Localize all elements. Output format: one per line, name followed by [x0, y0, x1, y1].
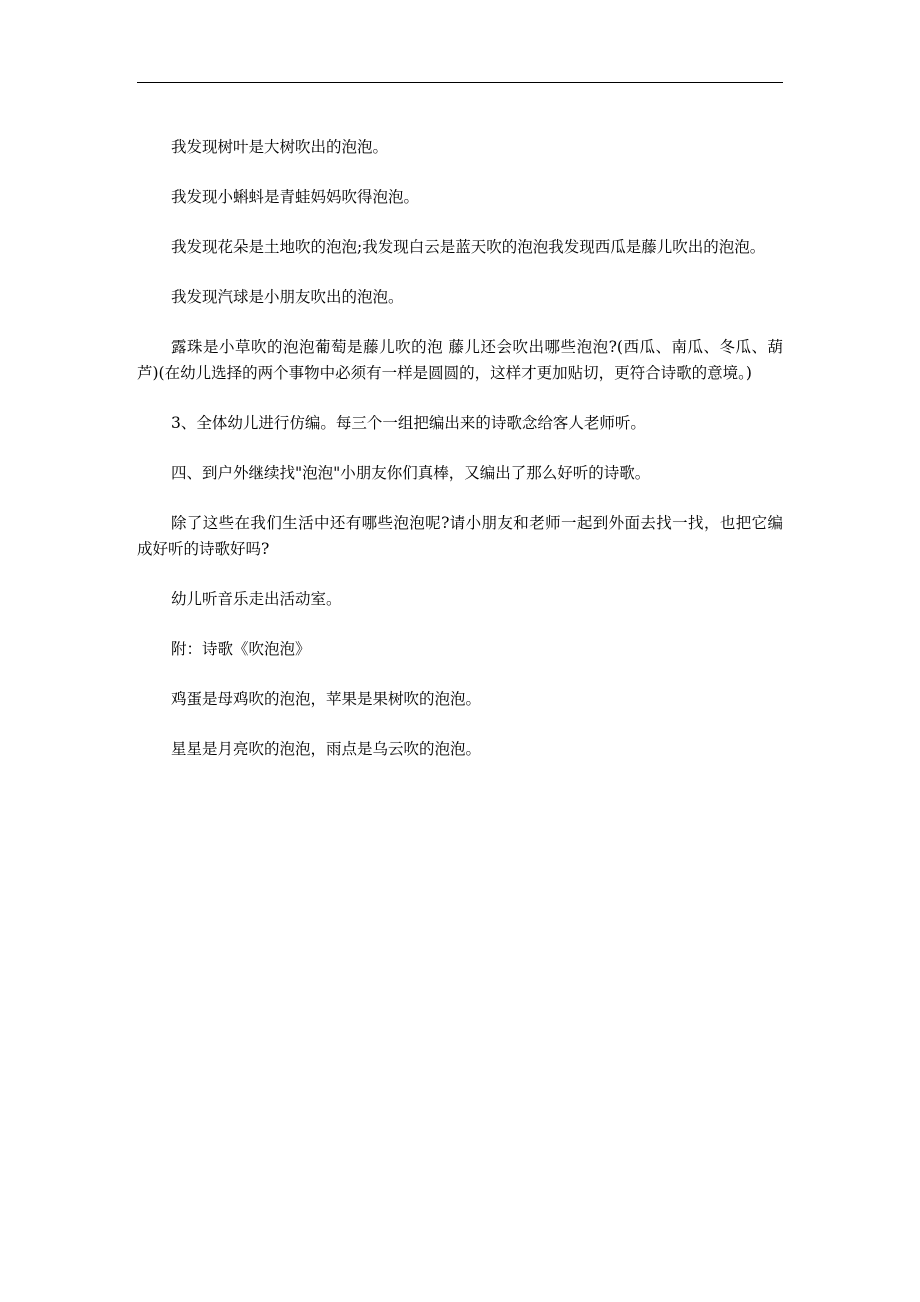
paragraph-poem-line-2: 星星是月亮吹的泡泡，雨点是乌云吹的泡泡。 [171, 740, 482, 758]
paragraph-poem-title: 附：诗歌《吹泡泡》 [171, 640, 311, 658]
paragraph-tadpole: 我发现小蝌蚪是青蛙妈妈吹得泡泡。 [171, 188, 420, 206]
paragraph-exit: 幼儿听音乐走出活动室。 [171, 590, 342, 608]
paragraph-poem-line-1: 鸡蛋是母鸡吹的泡泡，苹果是果树吹的泡泡。 [171, 690, 482, 708]
paragraph-leaves: 我发现树叶是大树吹出的泡泡。 [171, 138, 389, 156]
paragraph-dewdrop: 露珠是小草吹的泡泡葡萄是藤儿吹的泡 藤儿还会吹出哪些泡泡?(西瓜、南瓜、冬瓜、葫芦)(在幼儿选择的两个事物中必须有一样是圆圆的，这样才更加贴切，更符合诗歌的意境。) [137, 338, 783, 382]
paragraph-balloon: 我发现汽球是小朋友吹出的泡泡。 [171, 288, 404, 306]
document-body [137, 134, 783, 786]
header-rule [137, 82, 783, 83]
paragraph-step-4: 四、到户外继续找"泡泡"小朋友你们真棒，又编出了那么好听的诗歌。 [171, 464, 651, 482]
paragraph-flowers-clouds: 我发现花朵是土地吹的泡泡;我发现白云是蓝天吹的泡泡我发现西瓜是藤儿吹出的泡泡。 [171, 238, 766, 256]
paragraph-question: 除了这些在我们生活中还有哪些泡泡呢?请小朋友和老师一起到外面去找一找，也把它编成好听的诗歌好吗? [137, 514, 783, 558]
paragraph-step-3: 3、全体幼儿进行仿编。每三个一组把编出来的诗歌念给客人老师听。 [171, 414, 646, 432]
